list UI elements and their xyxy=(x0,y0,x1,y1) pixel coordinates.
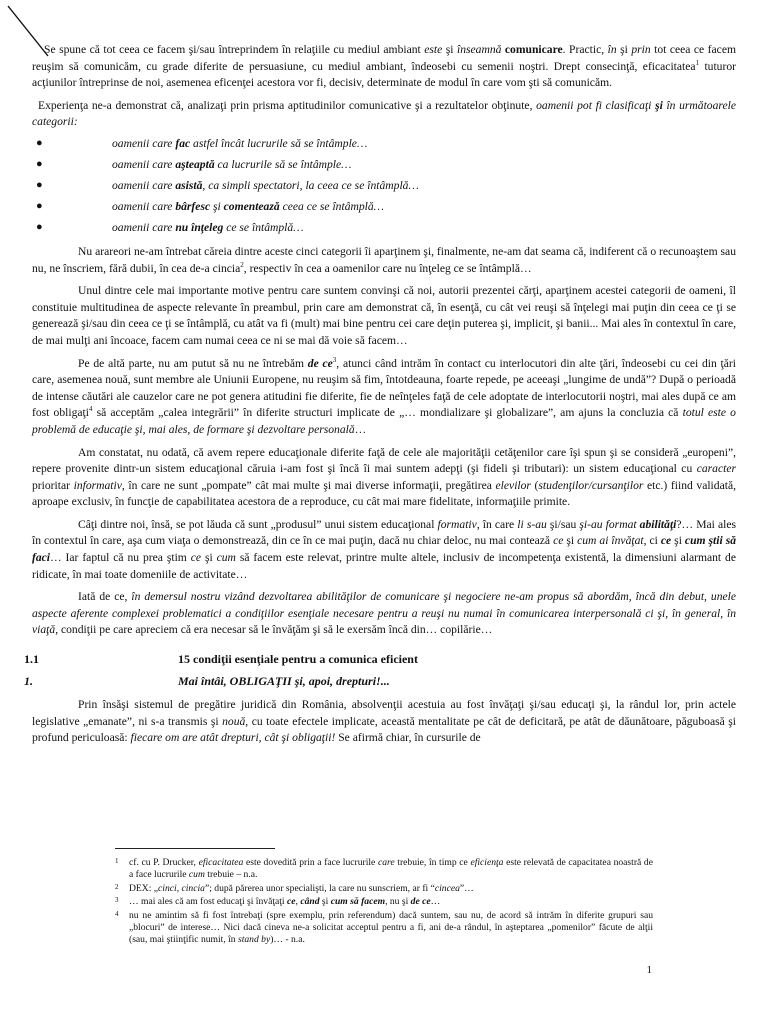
footnote-4: 4 nu ne amintim să fi fost întrebaţi (spre exemplu, prin referendum) dacă suntem, sau nu, de acord să intrăm în diferite grupuri sau „blocuri” de interese… Nici dacă cineva ne-a solicitat acceptul pentru a fi, ani de-a rândul, în aşteptarea „pomenilor” făcute de alţii (sau, mai ştiinţific numit, în stand by)… - n.a. xyxy=(115,909,653,946)
paragraph-why: Pe de altă parte, nu am putut să nu ne întrebăm de $ce^3$, atunci când intrăm în contact cu interlocutori din alte ţări, îndeosebi cu cei din ţări care, asemenea nouă, sunt membre ale Uniunii Europene, nu reuşim să fim, întotdeauna, foarte repede, pe aceeaşi „lungime de undă”? După o perioadă de intense căutări ale cauzelor care ne pot genera atitudini fie diferite, fie de neînţeles faţă de cele adoptate de interlocutorii noştri, mai ales după ce am fost obligaţi$^4$ să acceptăm „calea integrării” în diferite structuri implicate de „… mondializare şi globalizare”, am ajuns la concluzia că totul este o problemă de educaţie şi, mai ales, de formare şi dezvoltare personală… xyxy=(32,355,736,436)
categories-list xyxy=(32,133,736,238)
subsection-title: Mai întâi, OBLIGAŢII şi, apoi, drepturi!... xyxy=(178,674,390,689)
subsection-number: 1. xyxy=(24,674,33,689)
list-item: ● oamenii care nu înţeleg ce se întâmplă… xyxy=(32,217,736,238)
paragraph-motives: Unul dintre cele mai importante motive pentru care suntem convinşi că noi, autorii prezentei cărţi, aparţinem acestei categorii de oameni, îl constituie multitudinea de aspecte relevante în preambul, prin care am demonstrat că, în esenţă, cu cât vei reuşi să înţelegi mai puţin din ceea ce ţi se generează şi/sau din ceea ce ţi se întâmplă, cu atât va fi (mult) mai bine pentru cei care deţin puterea şi, implicit, şi banii... Mai ales în contextul în care, de mai mulţi ani încoace, facem cam numai ceea ce ni se mai dă voie să facem… xyxy=(32,284,736,347)
paragraph-obligations: Prin însăşi sistemul de pregătire juridică din România, absolvenţii acestuia au fost învăţaţi şi/sau educaţi şi, la rândul lor, prin actele legislative „emanate”, ni s-a transmis şi nouă, cu toate efectele implicate, această mentalitate pe cât de deficitară, pe atât de dăunătoare, păguboasă şi profund periculoasă: fiecare om are atât drepturi, cât şi obligaţii! Se afirmă chiar, în cursurile de xyxy=(32,698,736,745)
paragraph-approach: Iată de ce, în demersul nostru vizând dezvoltarea abilităţilor de comunicare şi negociere ne-am propus să abordăm, încă din debut, unele aspecte aferente complexei problematici a condiţiilor esenţiale necesare pentru a reuşi nu numai în comunicarea interpersonală ci şi, în general, în viaţă, condiţii pe care apreciem că era necesar să le învăţăm şi să le exersăm încă din… copilărie… xyxy=(32,590,737,637)
bullet-icon: ● xyxy=(36,178,43,191)
footnote-separator xyxy=(115,848,275,849)
footnote-ref-3[interactable]: 3 xyxy=(332,355,337,364)
footnote-1: 1 cf. cu P. Drucker, eficacitatea este dovedită prin a face lucrurile care trebuie, în timp ce eficienţa este relevată de capacitatea noastră de a face lucrurile cum trebuie – n.a. xyxy=(115,857,653,881)
list-item: ● oamenii care fac astfel încât lucrurile să se întâmple… xyxy=(32,133,736,154)
section-title: 15 condiţii esenţiale pentru a comunica eficient xyxy=(178,652,418,667)
page-body xyxy=(24,42,737,747)
bullet-icon: ● xyxy=(36,199,43,212)
subsection-heading xyxy=(24,669,736,691)
footnotes xyxy=(115,857,653,948)
list-item: ● oamenii care aşteaptă ca lucrurile să se întâmple… xyxy=(32,154,736,175)
footnote-ref-1[interactable]: 1 xyxy=(695,58,700,67)
footnote-2: 2 DEX: „cinci, cincia”; după părerea unor specialişti, la care nu sunscriem, ar fi “cincea”… xyxy=(115,882,474,894)
bullet-icon: ● xyxy=(36,157,43,170)
section-heading xyxy=(24,647,736,669)
paragraph-formative-system: Câţi dintre noi, însă, se pot lăuda că sunt „produsul” unui sistem educaţional formativ, în care li s-au şi/sau şi-au format abilităţi?… Mai ales în contextul în care, aşa cum viaţa o demonstrează, din ce în ce mai puţin, dacă nu chiar deloc, nu mai contează ce şi cum ai învăţat, ci ce şi cum ştii să faci… Iar faptul că nu prea ştim ce şi cum să facem este relevat, printre multe altele, inclusiv de incompetenţa existentă, la dimensiuni alarmant de ridicate, în mai toate domeniile de activitate… xyxy=(32,517,737,581)
footnote-ref-4[interactable]: 4 xyxy=(88,405,93,414)
footnote-ref-2[interactable]: 2 xyxy=(240,260,244,269)
list-item: ● oamenii care asistă, ca simpli spectatori, la ceea ce se întâmplă… xyxy=(32,175,736,196)
bullet-icon: ● xyxy=(36,136,43,149)
bullet-icon: ● xyxy=(36,220,43,233)
list-item: ● oamenii care bârfesc şi comentează ceea ce se întâmplă… xyxy=(32,196,736,217)
paragraph-intro: Se spune că tot ceea ce facem şi/sau întreprindem în relaţiile cu mediul ambiant este şi înseamnă comunicare. Practic, în şi prin tot ceea ce facem reuşim să comunicăm, cu grade diferite de persuasiune, cu mediul ambiant, îndeosebi cu semenii noştri. Drept consecinţă, eficacitatea$^1$ tuturor acţiunilor întreprinse de noi, asemenea eficenţei acestora vor fi, decisiv, determinate de modul în care vom şti să comunicăm. xyxy=(32,43,736,90)
paragraph-educational-references: Am constatat, nu odată, că avem repere educaţionale diferite faţă de cele ale majorităţii cetăţenilor care îşi spun şi se consideră „europeni”, repere provenite dintr-un sistem educaţional căruia i-am fost şi încă îi mai suntem adepţi (şi fideli şi tributari): un sistem educaţional cu caracter prioritar informativ, în care ne sunt „pompate” cât mai multe şi mai diverse informaţii, pregătirea elevilor (studenţilor/cursanţilor etc.) fiind validată, aproape exclusiv, în funcţie de capabilitatea acestora de a reproduce, cu cât mai mare fidelitate, informaţiile primite. xyxy=(32,445,736,509)
section-number: 1.1 xyxy=(24,652,39,667)
footnote-3: 3 … mai ales că am fost educaţi şi învăţaţi ce, când şi cum să facem, nu şi de ce… xyxy=(115,896,441,908)
paragraph-experience: Experienţa ne-a demonstrat că, analizaţi prin prisma aptitudinilor comunicative şi a rezultatelor obţinute, oamenii pot fi clasificaţi şi în următoarele categorii: xyxy=(32,98,736,129)
page-number: 1 xyxy=(646,964,652,976)
paragraph-category-reflection: Nu arareori ne-am întrebat căreia dintre aceste cinci categorii îi aparţinem şi, finalmente, ne-am dat seama că, indiferent că o recunoaştem sau nu, ne înscriem, fără dubii, în cea de-a cincia$^2$, respectiv în cea a oamenilor care nu înţeleg ce se întâmplă… xyxy=(32,244,736,275)
